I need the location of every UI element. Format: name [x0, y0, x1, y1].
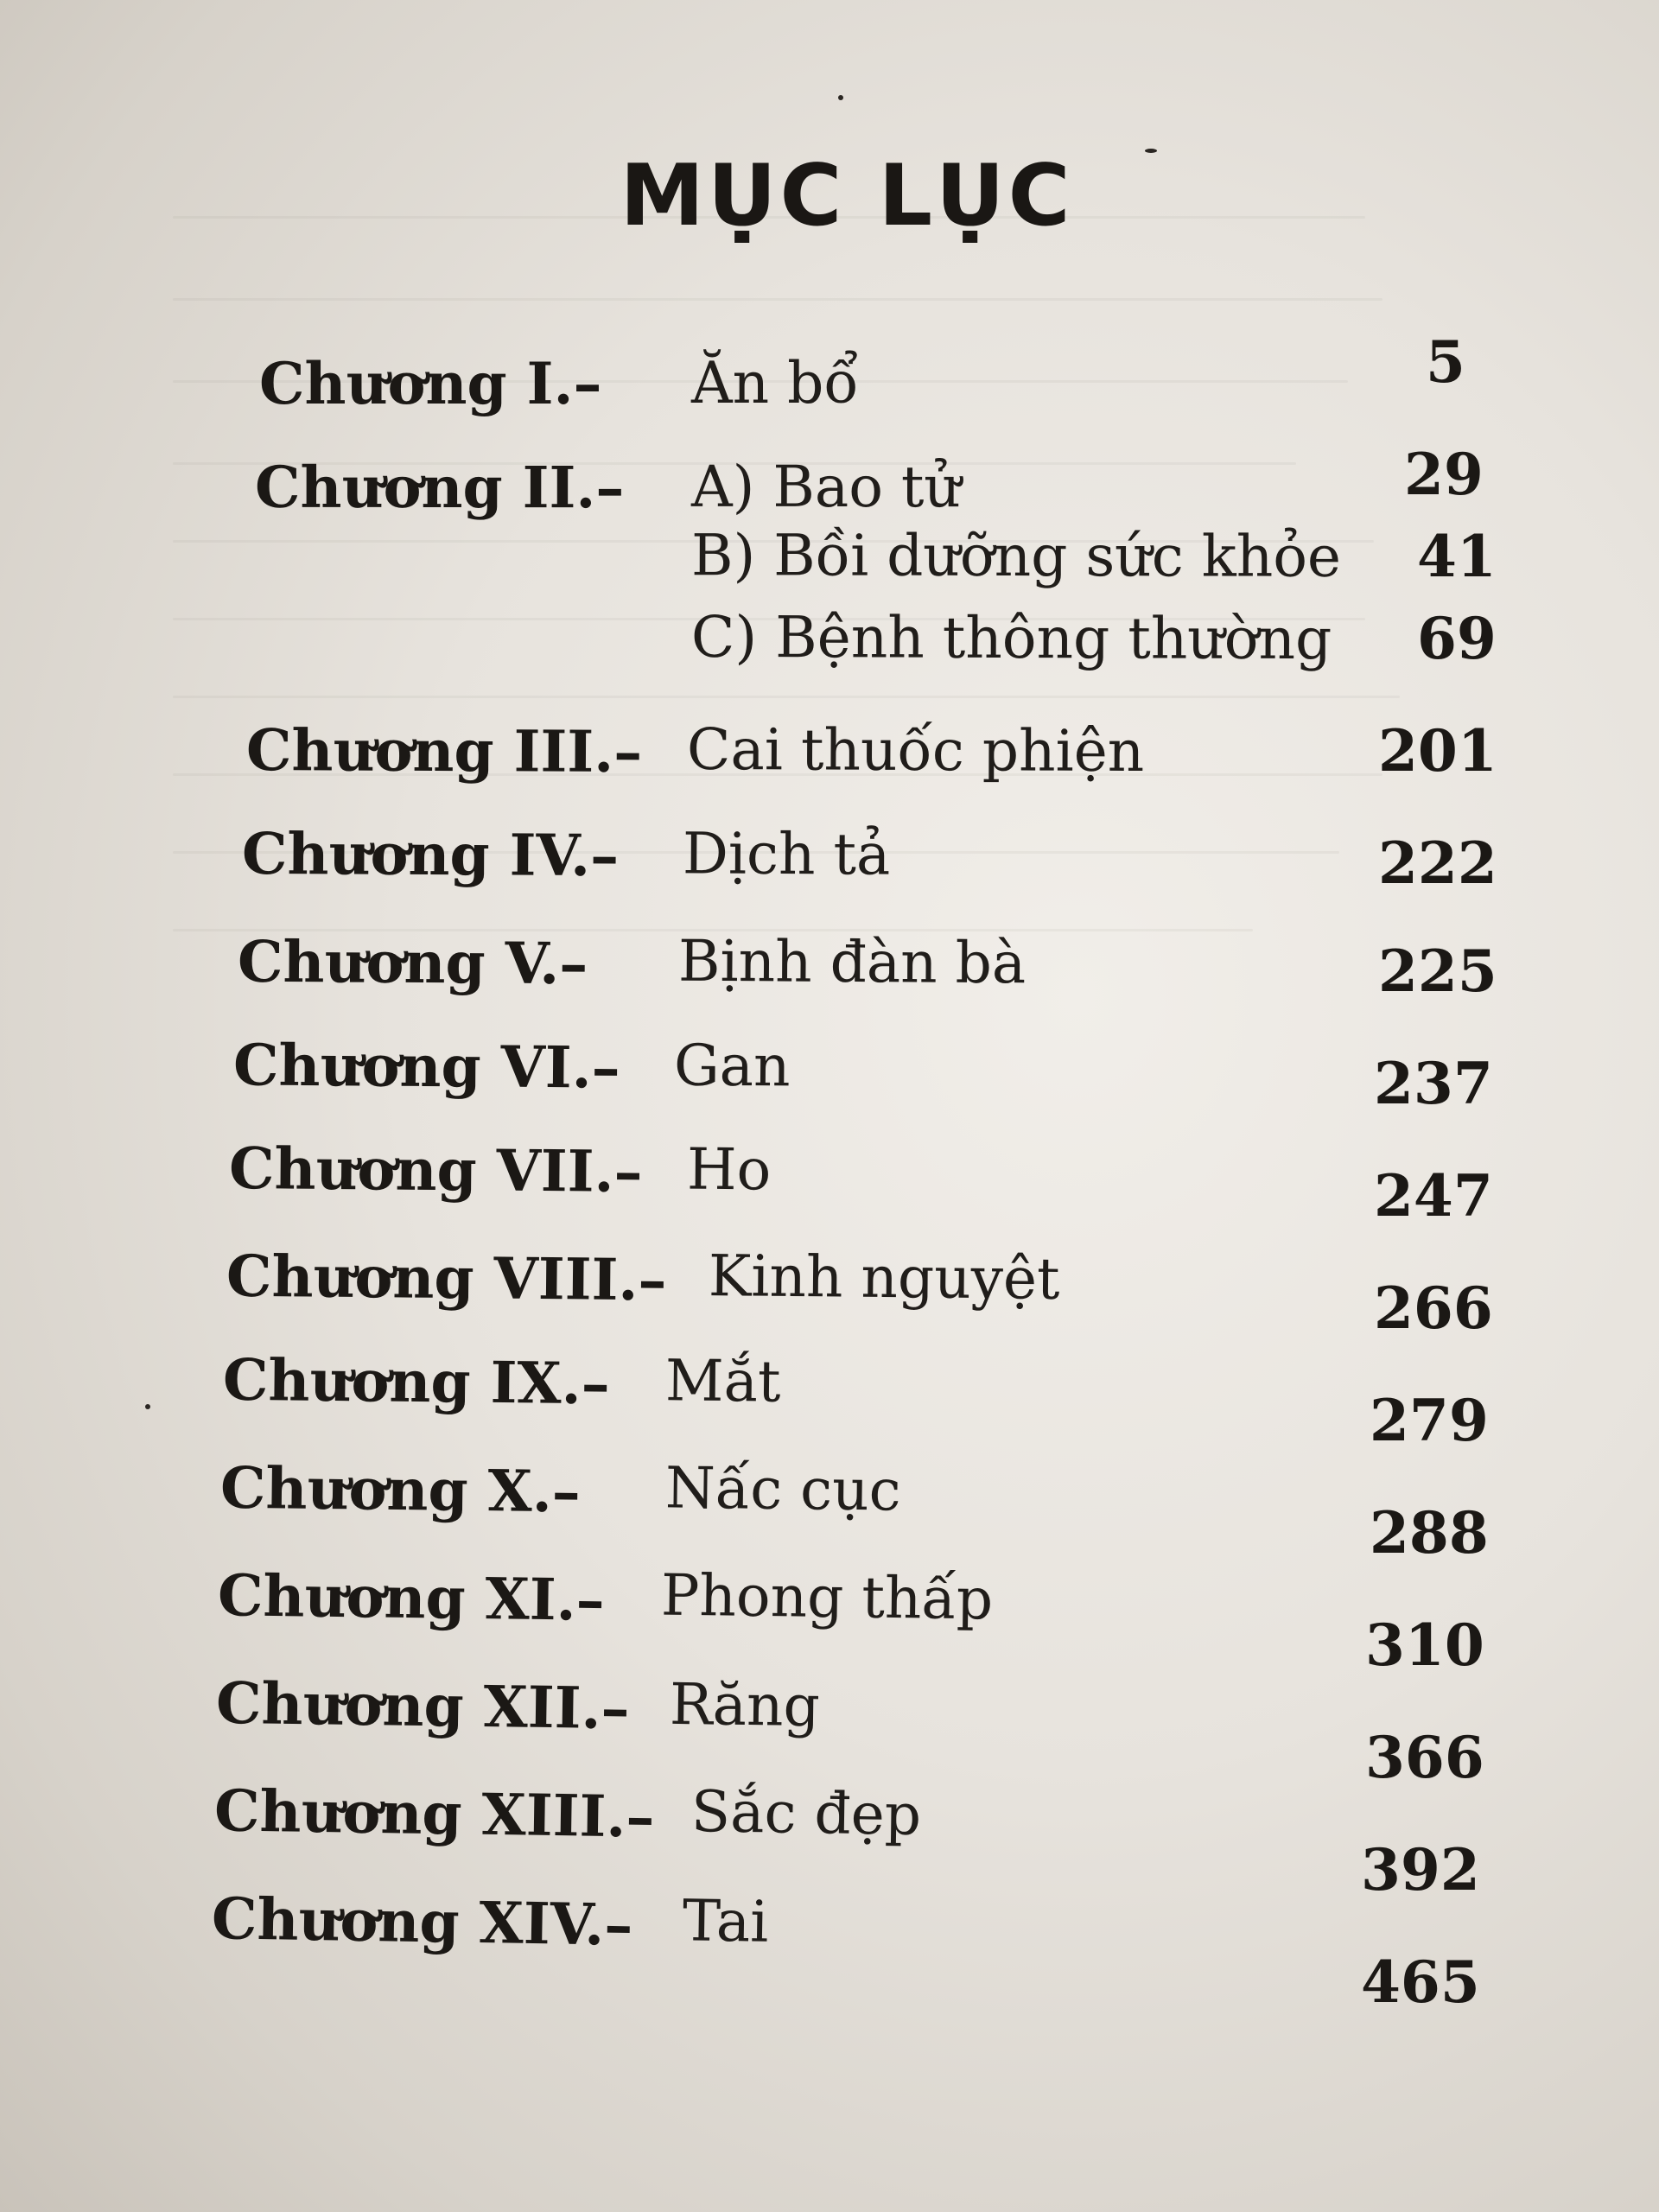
toc-chapter-label: Chương XI.– [217, 1561, 606, 1634]
toc-page-number: 69 [1417, 605, 1497, 672]
toc-chapter-label: Chương V.– [237, 927, 588, 998]
toc-page-number: 225 [1378, 938, 1497, 1005]
toc-chapter-label: Chương VII.– [228, 1134, 643, 1206]
toc-topic-title: Dịch tả [682, 820, 891, 888]
toc-topic-title: Gan [673, 1032, 791, 1100]
toc-chapter-label: Chương VIII.– [226, 1242, 667, 1314]
toc-topic-title: Răng [669, 1670, 821, 1740]
toc-chapter-label: Chương XIII.– [213, 1777, 655, 1851]
toc-page-number: 366 [1365, 1724, 1484, 1791]
toc-page-number: 222 [1378, 830, 1497, 897]
toc-page-number: 29 [1404, 441, 1484, 508]
toc-page-number: 41 [1417, 523, 1497, 590]
toc-chapter-label: Chương IX.– [222, 1345, 611, 1418]
toc-page-number: 465 [1361, 1948, 1480, 2016]
toc-page-number: 288 [1370, 1499, 1489, 1567]
toc-topic-title: C) Bệnh thông thường [690, 603, 1332, 673]
toc-page-number: 266 [1374, 1274, 1493, 1342]
page-title: MỤC LỤC [620, 147, 1074, 245]
toc-topic-title: Cai thuốc phiện [686, 715, 1145, 785]
toc-topic-title: Phong thấp [660, 1561, 994, 1633]
toc-topic-title: Nấc cục [664, 1454, 902, 1524]
toc-chapter-label: Chương VI.– [232, 1031, 620, 1102]
toc-topic-title: Bịnh đàn bà [677, 927, 1027, 997]
toc-chapter-label: Chương IV.– [241, 819, 620, 890]
toc-page-number: 279 [1370, 1387, 1489, 1454]
toc-topic-title: B) Bồi dưỡng sức khỏe [690, 522, 1342, 590]
toc-chapter-label: Chương I.– [259, 350, 602, 417]
toc-topic-title: Tai [682, 1887, 769, 1955]
toc-page-number: 310 [1365, 1611, 1484, 1679]
toc-topic-title: Ho [686, 1135, 772, 1204]
toc-page-number: 5 [1426, 328, 1465, 396]
toc-topic-title: A) Bao tử [690, 453, 962, 521]
toc-chapter-label: Chương II.– [254, 453, 625, 522]
toc-topic-title: Kinh nguyệt [708, 1243, 1060, 1313]
toc-topic-title: Sắc đẹp [690, 1778, 922, 1848]
toc-chapter-label: Chương XII.– [215, 1669, 631, 1743]
toc-page-number: 247 [1374, 1162, 1493, 1230]
toc-chapter-label: Chương XIV.– [211, 1885, 633, 1959]
toc-page-number: 201 [1378, 717, 1497, 785]
toc-topic-title: Ăn bổ [691, 350, 859, 416]
toc-chapter-label: Chương III.– [245, 716, 643, 785]
toc-page-number: 237 [1374, 1050, 1493, 1117]
toc-page-number: 392 [1361, 1836, 1480, 1904]
toc-chapter-label: Chương X.– [219, 1453, 582, 1526]
toc-topic-title: Mắt [664, 1347, 781, 1415]
